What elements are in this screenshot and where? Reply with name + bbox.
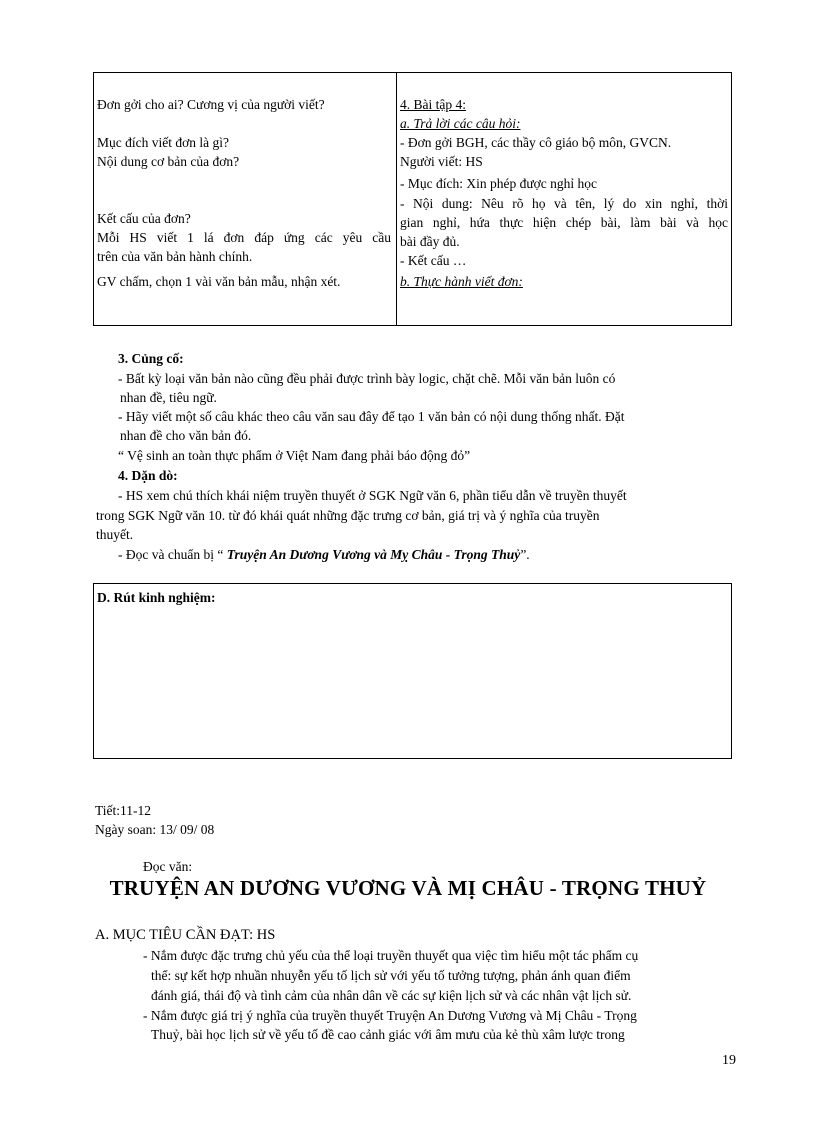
dan-do-suffix: ”. xyxy=(520,547,530,562)
rut-kinh-nghiem-box xyxy=(93,583,732,759)
objective-line-4: - Nắm được giá trị ý nghĩa của truyền thuyết Truyện An Dương Vương và Mị Châu - Trọng xyxy=(143,1008,637,1023)
left-question-purpose: Mục đích viết đơn là gì? xyxy=(97,135,229,150)
dan-do-line-2: trong SGK Ngữ văn 10. từ đó khái quát những đặc trưng cơ bản, giá trị và ý nghĩa của truyền xyxy=(96,508,600,523)
cung-co-line-2: nhan đề, tiêu ngữ. xyxy=(120,390,217,405)
dan-do-prefix: - Đọc và chuẩn bị “ xyxy=(118,547,227,562)
rut-kinh-nghiem-heading: D. Rút kinh nghiệm: xyxy=(97,590,216,605)
left-question-structure: Kết cấu của đơn? xyxy=(97,211,191,226)
cung-co-line-4: nhan đề cho văn bản đó. xyxy=(120,428,252,443)
objective-line-2: thể: sự kết hợp nhuần nhuyễn yếu tố lịch sử với yếu tố tưởng tượng, phản ánh quan điểm xyxy=(151,968,631,983)
answer-content-end: bài đầy đủ. xyxy=(400,234,460,249)
dan-do-heading: 4. Dặn dò: xyxy=(118,468,178,483)
lesson-period: Tiết:11-12 xyxy=(95,803,152,818)
answer-writer: Người viết: HS xyxy=(400,154,483,169)
answer-structure: - Kết cấu … xyxy=(400,253,467,268)
dan-do-line-4 xyxy=(118,545,530,564)
answer-content-cont: gian nghỉ, hứa thực hiện chép bài, làm bài và học xyxy=(400,215,728,230)
objective-line-1: - Nắm được đặc trưng chủ yếu của thể loại truyền thuyết qua việc tìm hiểu một tác phẩm cụ xyxy=(143,948,639,963)
page-title: TRUYỆN AN DƯƠNG VƯƠNG VÀ MỊ CHÂU - TRỌNG THUỶ xyxy=(109,876,707,900)
table-column-divider xyxy=(396,73,397,325)
left-instruction-grade: GV chấm, chọn 1 vài văn bản mẫu, nhận xét. xyxy=(97,274,341,289)
next-lesson-title: Truyện An Dương Vương và Mỵ Châu - Trọng Thuỷ xyxy=(226,547,521,562)
lesson-date: Ngày soan: 13/ 09/ 08 xyxy=(95,822,215,837)
objective-line-5: Thuỷ, bài học lịch sử về yếu tố đề cao cảnh giác với âm mưu của kẻ thù xâm lược trong xyxy=(151,1027,625,1042)
left-instruction-write-cont: trên của văn bản hành chính. xyxy=(97,249,253,264)
doc-van-label: Đọc văn: xyxy=(143,859,193,874)
lesson-activity-table xyxy=(93,72,732,326)
exercise-heading: 4. Bài tập 4: xyxy=(400,97,466,112)
exercise-sub-b: b. Thực hành viết đơn: xyxy=(400,274,523,289)
objective-line-3: đánh giá, thái độ và tình cảm của nhân dân về các sự kiện lịch sử và các nhân vật lịch sử. xyxy=(151,988,632,1003)
left-question-recipient: Đơn gởi cho ai? Cương vị của người viết? xyxy=(97,97,325,112)
cung-co-line-1: - Bất kỳ loại văn bản nào cũng đều phải được trình bày logic, chặt chẽ. Mỗi văn bản luôn có xyxy=(118,371,616,386)
answer-purpose: - Mục đích: Xin phép được nghỉ học xyxy=(400,176,598,191)
left-question-content: Nội dung cơ bản của đơn? xyxy=(97,154,240,169)
left-instruction-write: Mỗi HS viết 1 lá đơn đáp ứng các yêu cầu xyxy=(97,230,391,245)
answer-recipient: - Đơn gởi BGH, các thầy cô giáo bộ môn, GVCN. xyxy=(400,135,672,150)
dan-do-line-1: - HS xem chú thích khái niệm truyền thuyết ở SGK Ngữ văn 6, phần tiểu dẫn về truyền thuyết xyxy=(118,488,627,503)
cung-co-line-3: - Hãy viết một số câu khác theo câu văn sau đây để tạo 1 văn bản có nội dung thống nhất. Đặt xyxy=(118,409,625,424)
exercise-sub-a: a. Trả lời các câu hỏi: xyxy=(400,116,521,131)
cung-co-quote: “ Vệ sinh an toàn thực phẩm ở Việt Nam đang phải báo động đỏ” xyxy=(118,448,471,463)
answer-content: - Nội dung: Nêu rõ họ và tên, lý do xin nghỉ, thời xyxy=(400,196,728,211)
cung-co-heading: 3. Củng cố: xyxy=(118,351,184,366)
page-number: 19 xyxy=(722,1053,736,1068)
dan-do-line-3: thuyết. xyxy=(96,527,134,542)
section-a-heading: A. MỤC TIÊU CẦN ĐẠT: HS xyxy=(95,927,276,943)
